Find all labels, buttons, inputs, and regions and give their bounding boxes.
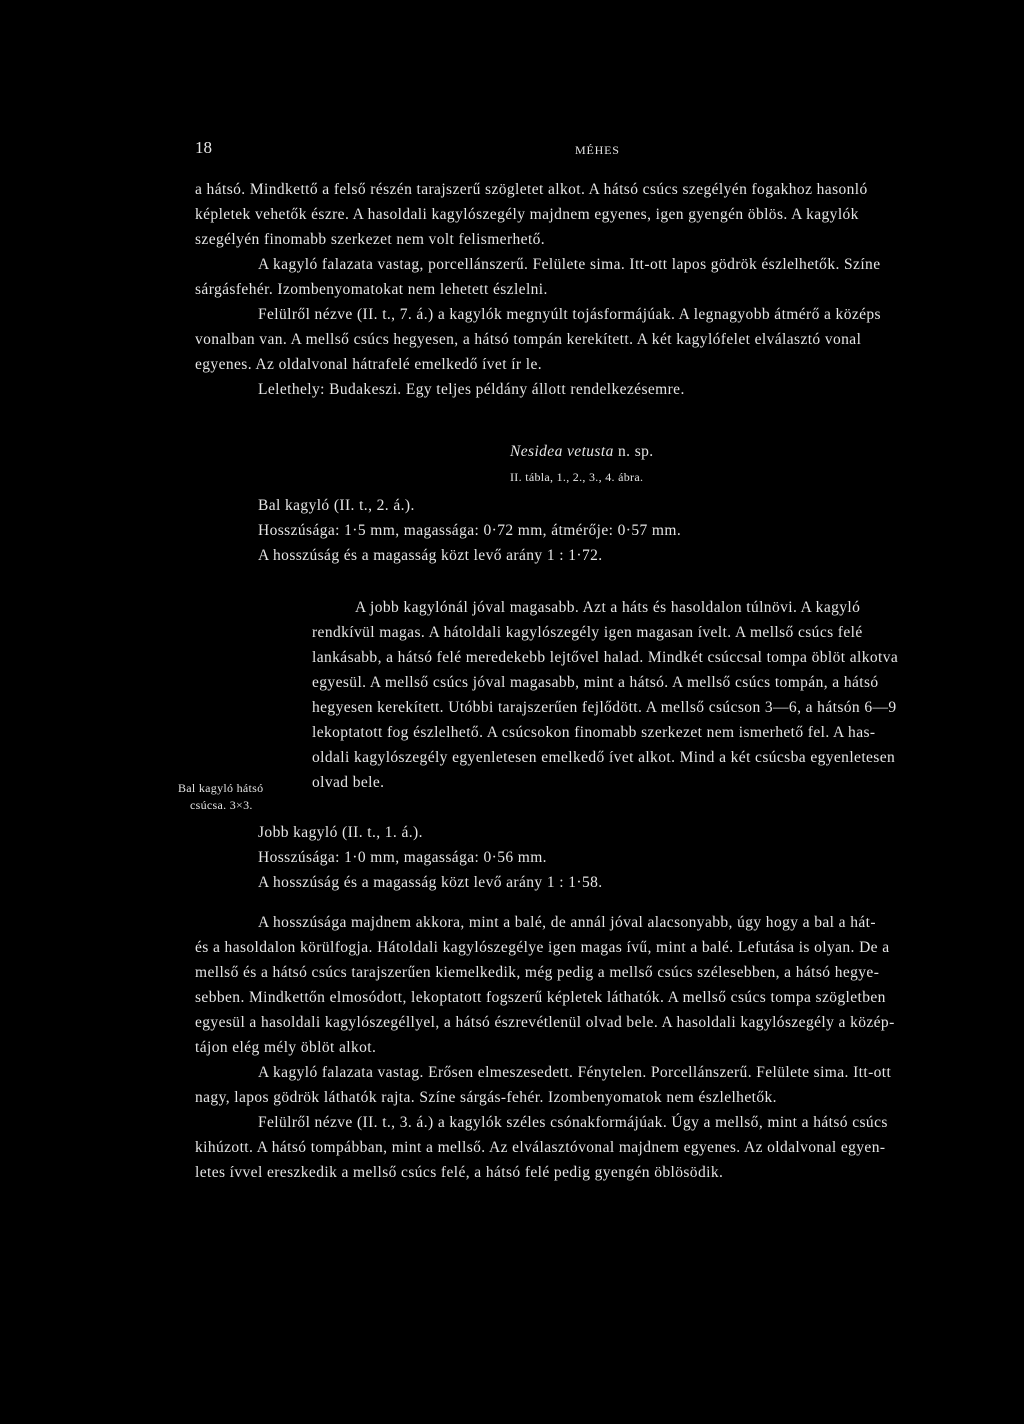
- text-line: egyesül. A mellső csúcs jóval magasabb, mint a hátsó. A mellső csúcs tompán, a hátsó: [312, 674, 879, 691]
- plate-reference: II. tábla, 1., 2., 3., 4. ábra.: [510, 470, 644, 484]
- text-line: sebben. Mindkettőn elmosódott, lekoptatott fogszerű képletek láthatók. A mellső csúcs tompa szögletben: [195, 989, 886, 1006]
- text-line: olvad bele.: [312, 774, 385, 791]
- figure-caption-line: csúcsa. 3×3.: [190, 798, 253, 812]
- text-line: mellső és a hátsó csúcs tarajszerűen kiemelkedik, még pedig a mellső csúcs szélesebben, a hátsó hegye-: [195, 964, 880, 981]
- text-line: sárgásfehér. Izombenyomatokat nem lehetett észlelni.: [195, 281, 548, 298]
- right-valve-length: Hosszúsága: 1·0 mm, magassága: 0·56 mm.: [258, 849, 547, 866]
- right-valve-ratio: A hosszúság és a magasság közt levő arány 1 : 1·58.: [258, 874, 603, 891]
- text-line: A kagyló falazata vastag, porcellánszerű. Felülete sima. Itt-ott lapos gödrök észlelhetők. Színe: [258, 256, 881, 273]
- species-name: Nesidea vetusta: [510, 443, 614, 460]
- right-valve-heading: Jobb kagyló (II. t., 1. á.).: [258, 824, 423, 841]
- text-line: kihúzott. A hátsó tompábban, mint a mellső. Az elválasztóvonal majdnem egyenes. Az oldalvonal egyen-: [195, 1139, 886, 1156]
- text-line: lankásabb, a hátsó felé meredekebb lejtővel halad. Mindkét csúccsal tompa öblöt alkotva: [312, 649, 899, 666]
- text-line: hegyesen kerekített. Utóbbi tarajszerűen fejlődött. A mellső csúcson 3—6, a hátsón 6—9: [312, 699, 897, 716]
- page-number: 18: [195, 138, 212, 157]
- text-line: képletek vehetők észre. A hasoldali kagylószegély majdnem egyenes, igen gyengén öblös. A kagylók: [195, 206, 859, 223]
- text-line: letes ívvel ereszkedik a mellső csúcs felé, a hátsó felé pedig gyengén öblösödik.: [195, 1164, 724, 1181]
- text-line: rendkívül magas. A hátoldali kagylószegély igen magasan ívelt. A mellső csúcs felé: [312, 624, 863, 641]
- text-line: egyenes. Az oldalvonal hátrafelé emelkedő ívet ír le.: [195, 356, 542, 373]
- species-suffix: n. sp.: [613, 443, 654, 460]
- text-line: A hosszúsága majdnem akkora, mint a balé, de annál jóval alacsonyabb, úgy hogy a bal a hát-: [258, 914, 876, 931]
- text-line: vonalban van. A mellső csúcs hegyesen, a hátsó tompán kerekített. A két kagylófelet elválasztó vonal: [195, 331, 862, 348]
- text-line: Felülről nézve (II. t., 3. á.) a kagylók széles csónakformájúak. Úgy a mellső, mint a hátsó csúcs: [258, 1114, 888, 1131]
- text-line: Lelethely: Budakeszi. Egy teljes példány állott rendelkezésemre.: [258, 381, 685, 398]
- running-title: MÉHES: [575, 143, 620, 157]
- text-line: A jobb kagylónál jóval magasabb. Azt a háts és hasoldalon túlnövi. A kagyló: [355, 599, 861, 616]
- text-line: a hátsó. Mindkettő a felső részén tarajszerű szögletet alkot. A hátsó csúcs szegélyén fogakhoz hasonló: [195, 181, 868, 198]
- text-line: és a hasoldalon körülfogja. Hátoldali kagylószegélye igen magas ívű, mint a balé. Lefutása is olyan. De a: [195, 939, 890, 956]
- species-heading: [510, 442, 654, 462]
- text-line: tájon elég mély öblöt alkot.: [195, 1039, 377, 1056]
- figure-caption-line: Bal kagyló hátsó: [178, 781, 264, 795]
- left-valve-length: Hosszúsága: 1·5 mm, magassága: 0·72 mm, átmérője: 0·57 mm.: [258, 522, 682, 539]
- text-line: szegélyén finomabb szerkezet nem volt felismerhető.: [195, 231, 546, 248]
- text-line: A kagyló falazata vastag. Erősen elmeszesedett. Fénytelen. Porcellánszerű. Felülete sima. Itt-ott: [258, 1064, 892, 1081]
- left-valve-ratio: A hosszúság és a magasság közt levő arány 1 : 1·72.: [258, 547, 603, 564]
- text-line: nagy, lapos gödrök láthatók rajta. Színe sárgás-fehér. Izombenyomatok nem észlelhetők.: [195, 1089, 777, 1106]
- left-valve-heading: Bal kagyló (II. t., 2. á.).: [258, 497, 415, 514]
- text-line: egyesül a hasoldali kagylószegéllyel, a hátsó észrevétlenül olvad bele. A hasoldali kagylószegély a közép-: [195, 1014, 895, 1031]
- text-line: lekoptatott fog észlelhető. A csúcsokon finomabb szerkezet nem ismerhető fel. A has-: [312, 724, 876, 741]
- text-line: oldali kagylószegély egyenletesen emelkedő ívet alkot. Mind a két csúcsba egyenletesen: [312, 749, 896, 766]
- text-line: Felülről nézve (II. t., 7. á.) a kagylók megnyúlt tojásformájúak. A legnagyobb átmérő a középs: [258, 306, 881, 323]
